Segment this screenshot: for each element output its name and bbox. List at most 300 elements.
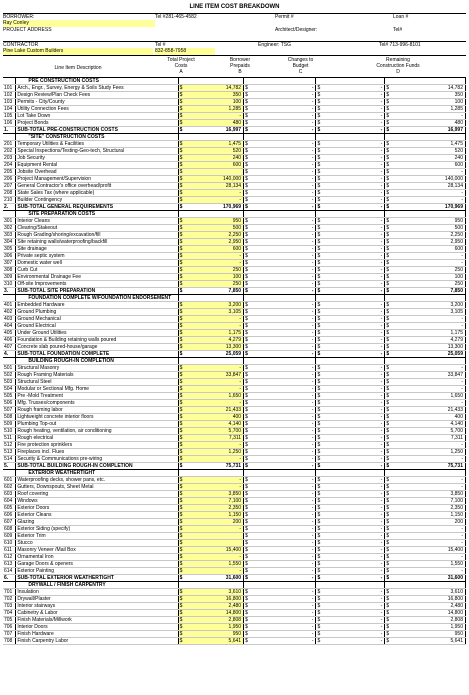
line-code: 603 — [3, 491, 16, 498]
amount-c: - — [322, 498, 385, 505]
currency-symbol-b: $ — [245, 575, 248, 581]
amount-b: - — [249, 414, 316, 421]
line-item-row — [3, 435, 466, 442]
project-address-label: PROJECT ADDRESS — [3, 27, 52, 33]
currency-symbol-c: $ — [317, 274, 321, 280]
amount-b: - — [249, 624, 316, 631]
currency-symbol-b: $ — [245, 540, 248, 546]
currency-symbol-b: $ — [245, 113, 248, 119]
currency-symbol-d: $ — [386, 610, 390, 616]
amount-a: - — [184, 113, 244, 120]
amount-c: - — [322, 190, 385, 197]
amount-b: - — [249, 365, 316, 372]
currency-symbol-c: $ — [317, 99, 321, 105]
amount-c: - — [322, 561, 385, 568]
amount-d: - — [391, 442, 466, 449]
amount-b: - — [249, 344, 316, 351]
amount-a: - — [184, 379, 244, 386]
amount-a: 33,847 — [184, 372, 244, 379]
subtotal-row — [3, 204, 466, 211]
amount-a: 14,782 — [184, 85, 244, 92]
currency-symbol-d: $ — [386, 575, 390, 581]
currency-symbol-a: $ — [179, 155, 183, 161]
currency-symbol-b: $ — [245, 463, 248, 469]
line-code: 101 — [3, 85, 16, 92]
line-code — [3, 211, 16, 218]
amount-d: - — [391, 197, 466, 204]
currency-symbol-a: $ — [179, 253, 183, 259]
amount-d: - — [391, 540, 466, 547]
amount-c: - — [322, 456, 385, 463]
amount-d: 140,000 — [391, 176, 466, 183]
currency-symbol-c: $ — [317, 561, 321, 567]
amount-a: 75,731 — [184, 463, 244, 470]
line-item-row — [3, 323, 466, 330]
currency-symbol-c: $ — [317, 638, 321, 644]
line-description: Arch., Engr., Survey, Energy & Soils Study Fees — [16, 85, 178, 92]
amount-d: - — [391, 456, 466, 463]
currency-symbol-b: $ — [245, 603, 248, 609]
currency-symbol-b: $ — [245, 624, 248, 630]
amount-d: 16,997 — [391, 127, 466, 134]
currency-symbol-d: $ — [386, 596, 390, 602]
amount-c: - — [322, 617, 385, 624]
amount-a: 16,997 — [184, 127, 244, 134]
currency-symbol-c: $ — [317, 610, 321, 616]
amount-d: 100 — [391, 274, 466, 281]
amount-a: 100 — [184, 274, 244, 281]
currency-symbol-a: $ — [179, 442, 183, 448]
borrower-row — [3, 13, 466, 20]
section-header-row — [3, 582, 466, 589]
amount-a: 170,969 — [184, 204, 244, 211]
amount-d: - — [391, 568, 466, 575]
currency-symbol-a: $ — [179, 183, 183, 189]
amount-b: - — [249, 477, 316, 484]
line-item-row — [3, 92, 466, 99]
currency-symbol-b: $ — [245, 365, 248, 371]
currency-symbol-d: $ — [386, 505, 390, 511]
currency-symbol-d: $ — [386, 316, 390, 322]
amount-d: 31,600 — [391, 575, 466, 582]
currency-symbol-a: $ — [179, 309, 183, 315]
amount-b: - — [249, 435, 316, 442]
currency-symbol-d: $ — [386, 456, 390, 462]
currency-symbol-c: $ — [317, 547, 321, 553]
currency-symbol-c: $ — [317, 568, 321, 574]
currency-symbol-a: $ — [179, 463, 183, 469]
col-head-a-line1: Total Project — [167, 57, 195, 63]
line-code: 208 — [3, 190, 16, 197]
col-head-b-line1: Borrower — [229, 57, 251, 63]
line-code: 205 — [3, 169, 16, 176]
line-description: Exterior Siding (specify) — [16, 526, 178, 533]
currency-symbol-b: $ — [245, 498, 248, 504]
currency-symbol-d: $ — [386, 554, 390, 560]
line-item-row — [3, 484, 466, 491]
col-head-b-letter: B — [238, 69, 242, 75]
currency-symbol-d: $ — [386, 407, 390, 413]
amount-d: 600 — [391, 246, 466, 253]
currency-symbol-c: $ — [317, 183, 321, 189]
currency-symbol-b: $ — [245, 547, 248, 553]
amount-b: - — [249, 456, 316, 463]
amount-d — [391, 211, 466, 218]
line-description: Windows — [16, 498, 178, 505]
line-item-row — [3, 372, 466, 379]
amount-a: 2,808 — [184, 617, 244, 624]
amount-a: 3,850 — [184, 491, 244, 498]
line-item-row — [3, 106, 466, 113]
currency-symbol-d: $ — [386, 225, 390, 231]
line-code: 505 — [3, 393, 16, 400]
currency-symbol-d: $ — [386, 253, 390, 259]
amount-d: 2,480 — [391, 603, 466, 610]
currency-symbol-a: $ — [179, 428, 183, 434]
amount-c: - — [322, 169, 385, 176]
amount-a — [184, 470, 244, 477]
amount-d: - — [391, 400, 466, 407]
line-description: Waterproofing decks, shower pans, etc. — [16, 477, 178, 484]
col-head-b-line2: Prepaids — [230, 63, 250, 69]
currency-symbol-a: $ — [179, 638, 183, 644]
line-item-row — [3, 624, 466, 631]
currency-symbol-b: $ — [245, 162, 248, 168]
amount-a — [184, 533, 244, 540]
currency-symbol-c: $ — [317, 631, 321, 637]
amount-b: - — [249, 197, 316, 204]
line-description: Job Security — [16, 155, 178, 162]
currency-symbol-b: $ — [245, 407, 248, 413]
line-code: 407 — [3, 344, 16, 351]
amount-c: - — [322, 442, 385, 449]
amount-d: 250 — [391, 267, 466, 274]
currency-symbol-a: $ — [179, 120, 183, 126]
line-code: 207 — [3, 183, 16, 190]
currency-symbol-d: $ — [386, 113, 390, 119]
currency-symbol-d: $ — [386, 624, 390, 630]
currency-symbol-c: $ — [317, 204, 321, 210]
line-code: 707 — [3, 631, 16, 638]
line-item-row — [3, 414, 466, 421]
currency-symbol-b: $ — [245, 386, 248, 392]
currency-symbol-c: $ — [317, 176, 321, 182]
currency-symbol-d: $ — [386, 442, 390, 448]
currency-symbol-c: $ — [317, 337, 321, 343]
amount-a: - — [184, 253, 244, 260]
currency-symbol-b: $ — [245, 435, 248, 441]
line-description: Structural Masonry — [16, 365, 178, 372]
amount-a — [184, 211, 244, 218]
amount-a: 4,279 — [184, 337, 244, 344]
amount-c: - — [322, 400, 385, 407]
currency-symbol-a: $ — [179, 113, 183, 119]
currency-symbol-c: $ — [317, 232, 321, 238]
amount-b: - — [249, 155, 316, 162]
currency-symbol-a: $ — [179, 92, 183, 98]
amount-c: - — [322, 218, 385, 225]
currency-symbol-b: $ — [245, 92, 248, 98]
currency-symbol-d: $ — [386, 631, 390, 637]
currency-symbol-d: $ — [386, 421, 390, 427]
currency-symbol-d: $ — [386, 365, 390, 371]
amount-c: - — [322, 372, 385, 379]
line-code: 610 — [3, 540, 16, 547]
currency-symbol-d: $ — [386, 246, 390, 252]
currency-symbol-a: $ — [179, 148, 183, 154]
currency-symbol-d: $ — [386, 106, 390, 112]
amount-a: 1,950 — [184, 624, 244, 631]
amount-b: - — [249, 267, 316, 274]
amount-a: - — [184, 323, 244, 330]
line-description: Foundation & Building retaining walls poured — [16, 337, 178, 344]
amount-a: 950 — [184, 631, 244, 638]
amount-d: 3,105 — [391, 309, 466, 316]
currency-symbol-d: $ — [386, 92, 390, 98]
line-code: 512 — [3, 442, 16, 449]
currency-symbol-a: $ — [179, 351, 183, 357]
amount-d: 1,285 — [391, 106, 466, 113]
line-description: Site retaining walls/waterproofing/backfill — [16, 239, 178, 246]
col-head-a — [153, 57, 209, 75]
amount-a: 2,480 — [184, 603, 244, 610]
architect-label: Architect/Designer: — [275, 27, 318, 33]
line-description: Off-site Improvements — [16, 281, 178, 288]
amount-b: - — [249, 218, 316, 225]
currency-symbol-c: $ — [317, 85, 321, 91]
line-item-row — [3, 638, 466, 645]
amount-d: 4,140 — [391, 421, 466, 428]
amount-a: 2,250 — [184, 232, 244, 239]
amount-d — [391, 470, 466, 477]
currency-symbol-d: $ — [386, 414, 390, 420]
currency-symbol-b: $ — [245, 610, 248, 616]
amount-a: - — [184, 316, 244, 323]
amount-b: - — [249, 512, 316, 519]
amount-b: - — [249, 596, 316, 603]
amount-b: - — [249, 281, 316, 288]
currency-symbol-a: $ — [179, 512, 183, 518]
line-item-row — [3, 302, 466, 309]
currency-symbol-a: $ — [179, 260, 183, 266]
currency-symbol-a: $ — [179, 288, 183, 294]
borrower-label: BORROWER: — [3, 14, 35, 20]
amount-c: - — [322, 127, 385, 134]
amount-b: - — [249, 92, 316, 99]
amount-c: - — [322, 323, 385, 330]
currency-symbol-b: $ — [245, 379, 248, 385]
line-item-row — [3, 155, 466, 162]
line-code: 602 — [3, 484, 16, 491]
line-code: 203 — [3, 155, 16, 162]
amount-a: 500 — [184, 225, 244, 232]
line-code: 510 — [3, 428, 16, 435]
line-description: Project Management/Supervision — [16, 176, 178, 183]
line-description: Domestic water well — [16, 260, 178, 267]
currency-symbol-d: $ — [386, 239, 390, 245]
currency-symbol-c: $ — [317, 554, 321, 560]
line-description: Design Review/Plan Check Fees — [16, 92, 178, 99]
line-code: 106 — [3, 120, 16, 127]
currency-symbol-a: $ — [179, 610, 183, 616]
currency-symbol-d: $ — [386, 491, 390, 497]
amount-c: - — [322, 512, 385, 519]
line-item-row — [3, 519, 466, 526]
currency-symbol-c: $ — [317, 386, 321, 392]
amount-c: - — [322, 148, 385, 155]
currency-symbol-d: $ — [386, 540, 390, 546]
currency-symbol-a: $ — [179, 498, 183, 504]
currency-symbol-b: $ — [245, 232, 248, 238]
amount-d: 200 — [391, 519, 466, 526]
col-head-description: Line Item Description — [54, 65, 102, 71]
currency-symbol-a: $ — [179, 386, 183, 392]
line-description: Embedded Hardware — [16, 302, 178, 309]
amount-c: - — [322, 519, 385, 526]
amount-d: 75,731 — [391, 463, 466, 470]
blank-row — [3, 34, 466, 41]
currency-symbol-a: $ — [179, 400, 183, 406]
currency-symbol-b: $ — [245, 449, 248, 455]
amount-b: - — [249, 288, 316, 295]
currency-symbol-b: $ — [245, 617, 248, 623]
currency-symbol-a: $ — [179, 379, 183, 385]
currency-symbol-c: $ — [317, 477, 321, 483]
currency-symbol-b: $ — [245, 141, 248, 147]
currency-symbol-c: $ — [317, 456, 321, 462]
line-description: Interior stairways — [16, 603, 178, 610]
subtotal-row — [3, 127, 466, 134]
currency-symbol-b: $ — [245, 505, 248, 511]
currency-symbol-d: $ — [386, 120, 390, 126]
amount-a: 1,250 — [184, 449, 244, 456]
line-code: 2. — [3, 204, 16, 211]
col-head-d — [330, 57, 466, 75]
amount-b: - — [249, 575, 316, 582]
currency-symbol-a: $ — [179, 526, 183, 532]
line-item-row — [3, 190, 466, 197]
currency-symbol-c: $ — [317, 239, 321, 245]
line-code: 404 — [3, 323, 16, 330]
currency-symbol-d: $ — [386, 351, 390, 357]
amount-a: 480 — [184, 120, 244, 127]
line-item-row — [3, 477, 466, 484]
amount-c — [322, 582, 385, 589]
line-item-row — [3, 386, 466, 393]
amount-b: - — [249, 547, 316, 554]
line-item-row — [3, 309, 466, 316]
col-head-a-line2: Costs — [174, 63, 188, 69]
currency-symbol-d: $ — [386, 561, 390, 567]
amount-b — [249, 211, 316, 218]
currency-symbol-d: $ — [386, 288, 390, 294]
line-description: Utility Connection Fees — [16, 106, 178, 113]
currency-symbol-b: $ — [245, 442, 248, 448]
currency-symbol-d: $ — [386, 232, 390, 238]
amount-d: 520 — [391, 148, 466, 155]
currency-symbol-d: $ — [386, 162, 390, 168]
line-description: Mfg. Trusses/components — [16, 400, 178, 407]
amount-d: 7,311 — [391, 435, 466, 442]
currency-symbol-a: $ — [179, 617, 183, 623]
line-code: 202 — [3, 148, 16, 155]
line-code: 104 — [3, 106, 16, 113]
amount-a: 7,850 — [184, 288, 244, 295]
line-description: Temporary Utilities & Facilities — [16, 141, 178, 148]
line-code: 210 — [3, 197, 16, 204]
currency-symbol-a: $ — [179, 197, 183, 203]
amount-c: - — [322, 407, 385, 414]
amount-d: 5,641 — [391, 638, 466, 645]
amount-c: - — [322, 330, 385, 337]
currency-symbol-c: $ — [317, 120, 321, 126]
amount-d: 1,475 — [391, 141, 466, 148]
currency-symbol-c: $ — [317, 617, 321, 623]
currency-symbol-a: $ — [179, 204, 183, 210]
amount-d: 240 — [391, 155, 466, 162]
amount-d: - — [391, 169, 466, 176]
line-item-row — [3, 554, 466, 561]
line-description: Plumbing Top-out — [16, 421, 178, 428]
currency-symbol-b: $ — [245, 533, 248, 539]
currency-symbol-c: $ — [317, 449, 321, 455]
currency-symbol-b: $ — [245, 372, 248, 378]
line-item-row — [3, 491, 466, 498]
currency-symbol-c: $ — [317, 624, 321, 630]
amount-a: 400 — [184, 414, 244, 421]
line-description: Exterior Cleans — [16, 512, 178, 519]
line-description: Security & Communications pre-wiring — [16, 456, 178, 463]
currency-symbol-b: $ — [245, 169, 248, 175]
currency-symbol-b: $ — [245, 351, 248, 357]
line-description: DRYWALL / FINISH CARPENTRY — [16, 582, 178, 589]
currency-symbol-a: $ — [179, 589, 183, 595]
currency-symbol-d: $ — [386, 141, 390, 147]
line-description: State Sales Tax (where applicable) — [16, 190, 178, 197]
amount-c: - — [322, 568, 385, 575]
currency-symbol-b: $ — [245, 190, 248, 196]
amount-c: - — [322, 176, 385, 183]
line-code: 4. — [3, 351, 16, 358]
currency-symbol-a: $ — [179, 176, 183, 182]
subtotal-row — [3, 575, 466, 582]
amount-c: - — [322, 547, 385, 554]
amount-b: - — [249, 442, 316, 449]
amount-b: - — [249, 386, 316, 393]
amount-a: 5,700 — [184, 428, 244, 435]
line-code: 403 — [3, 316, 16, 323]
currency-symbol-c: $ — [317, 148, 321, 154]
borrower-name: Ray Conley — [3, 20, 29, 26]
line-code: 301 — [3, 218, 16, 225]
currency-symbol-c: $ — [317, 512, 321, 518]
amount-b: - — [249, 540, 316, 547]
line-description: Glazing — [16, 519, 178, 526]
currency-symbol-b: $ — [245, 281, 248, 287]
currency-symbol-b: $ — [245, 239, 248, 245]
currency-symbol-c: $ — [317, 253, 321, 259]
amount-d: 950 — [391, 631, 466, 638]
amount-d: 350 — [391, 92, 466, 99]
currency-symbol-a: $ — [179, 106, 183, 112]
amount-a: - — [184, 477, 244, 484]
subtotal-row — [3, 463, 466, 470]
currency-symbol-a: $ — [179, 407, 183, 413]
line-item-row — [3, 449, 466, 456]
line-item-row — [3, 631, 466, 638]
line-code: 501 — [3, 365, 16, 372]
amount-c: - — [322, 428, 385, 435]
